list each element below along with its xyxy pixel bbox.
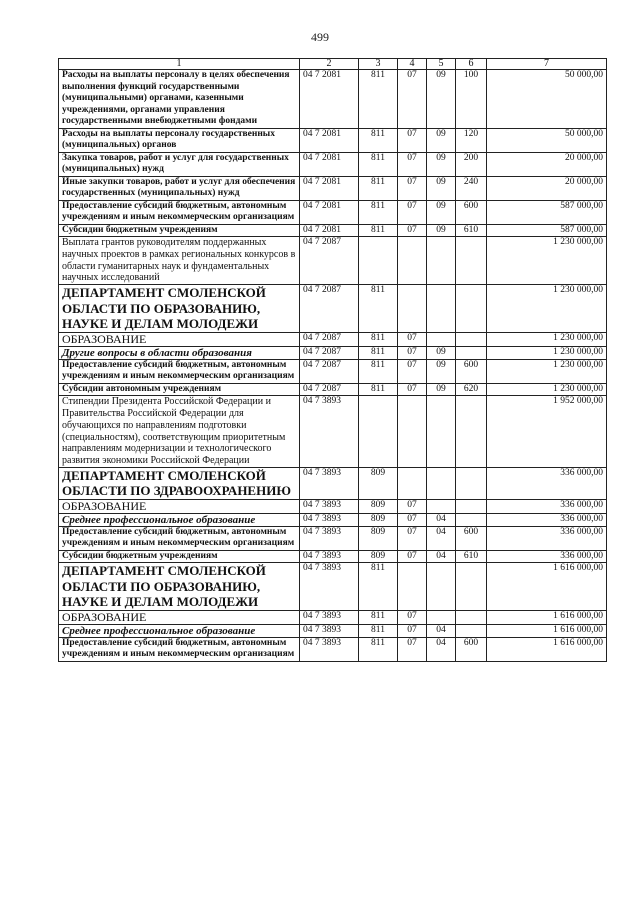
row-name: Среднее профессиональное образование xyxy=(59,624,300,637)
table-row xyxy=(59,396,607,468)
section-code xyxy=(398,563,427,611)
row-amount: 20 000,00 xyxy=(487,152,607,176)
expense-type-code xyxy=(456,285,487,333)
table-row xyxy=(59,359,607,383)
target-code: 04 7 3893 xyxy=(300,513,359,526)
ministry-code: 809 xyxy=(359,513,398,526)
row-name: Расходы на выплаты персоналу государственных (муниципальных) органов xyxy=(59,128,300,152)
table-row xyxy=(59,513,607,526)
expense-type-code xyxy=(456,396,487,468)
subsection-code: 04 xyxy=(427,550,456,563)
subsection-code: 09 xyxy=(427,383,456,396)
table-row xyxy=(59,152,607,176)
row-name: Предоставление субсидий бюджетным, автономным учреждениям и иным некоммерческим организациям xyxy=(59,526,300,550)
row-name: Предоставление субсидий бюджетным, автономным учреждениям и иным некоммерческим организациям xyxy=(59,637,300,661)
target-code: 04 7 3893 xyxy=(300,467,359,499)
ministry-code xyxy=(359,396,398,468)
target-code: 04 7 3893 xyxy=(300,624,359,637)
target-code: 04 7 3893 xyxy=(300,610,359,624)
ministry-code: 811 xyxy=(359,285,398,333)
section-code: 07 xyxy=(398,200,427,224)
table-row xyxy=(59,467,607,499)
row-name: Другие вопросы в области образования xyxy=(59,346,300,359)
expense-type-code: 620 xyxy=(456,383,487,396)
target-code: 04 7 2087 xyxy=(300,359,359,383)
subsection-code xyxy=(427,237,456,285)
ministry-code: 811 xyxy=(359,610,398,624)
ministry-code: 811 xyxy=(359,200,398,224)
row-amount: 1 616 000,00 xyxy=(487,563,607,611)
row-name: Субсидии бюджетным учреждениям xyxy=(59,224,300,237)
target-code: 04 7 2087 xyxy=(300,237,359,285)
section-code xyxy=(398,467,427,499)
subsection-code xyxy=(427,499,456,513)
row-amount: 1 230 000,00 xyxy=(487,383,607,396)
ministry-code: 811 xyxy=(359,70,398,129)
subsection-code xyxy=(427,332,456,346)
target-code: 04 7 3893 xyxy=(300,550,359,563)
section-code: 07 xyxy=(398,224,427,237)
row-name: ОБРАЗОВАНИЕ xyxy=(59,332,300,346)
row-name: Расходы на выплаты персоналу в целях обеспечения выполнения функций государственными (муниципальными) органами, казенными учреждениями, органами управления государственными внебюджетными фондами xyxy=(59,70,300,129)
header-cell: 6 xyxy=(456,59,487,70)
budget-table xyxy=(58,58,607,662)
section-code xyxy=(398,237,427,285)
table-row xyxy=(59,176,607,200)
ministry-code: 811 xyxy=(359,624,398,637)
subsection-code: 09 xyxy=(427,200,456,224)
header-cell: 2 xyxy=(300,59,359,70)
target-code: 04 7 3893 xyxy=(300,396,359,468)
subsection-code: 09 xyxy=(427,152,456,176)
row-name: Стипендии Президента Российской Федерации и Правительства Российской Федерации для обучающихся по направлениям подготовки (специальностям), соответствующим приоритетным направлениям модернизации и технологического развития экономики Российской Федерации xyxy=(59,396,300,468)
section-code: 07 xyxy=(398,70,427,129)
table-header-row xyxy=(59,59,607,70)
row-amount: 336 000,00 xyxy=(487,550,607,563)
expense-type-code xyxy=(456,332,487,346)
ministry-code: 811 xyxy=(359,637,398,661)
table-row xyxy=(59,128,607,152)
expense-type-code xyxy=(456,513,487,526)
table-row xyxy=(59,237,607,285)
ministry-code: 809 xyxy=(359,499,398,513)
row-amount: 336 000,00 xyxy=(487,513,607,526)
table-row xyxy=(59,624,607,637)
subsection-code: 09 xyxy=(427,70,456,129)
row-amount: 1 230 000,00 xyxy=(487,346,607,359)
table-row xyxy=(59,224,607,237)
target-code: 04 7 3893 xyxy=(300,637,359,661)
row-name: Субсидии бюджетным учреждениям xyxy=(59,550,300,563)
expense-type-code: 600 xyxy=(456,637,487,661)
ministry-code: 811 xyxy=(359,176,398,200)
section-code: 07 xyxy=(398,128,427,152)
target-code: 04 7 3893 xyxy=(300,499,359,513)
row-name: Субсидии автономным учреждениям xyxy=(59,383,300,396)
expense-type-code: 600 xyxy=(456,200,487,224)
ministry-code: 811 xyxy=(359,563,398,611)
table-row xyxy=(59,332,607,346)
subsection-code xyxy=(427,396,456,468)
row-amount: 1 616 000,00 xyxy=(487,610,607,624)
target-code: 04 7 3893 xyxy=(300,563,359,611)
expense-type-code xyxy=(456,237,487,285)
section-code: 07 xyxy=(398,383,427,396)
header-cell: 5 xyxy=(427,59,456,70)
expense-type-code: 200 xyxy=(456,152,487,176)
subsection-code: 04 xyxy=(427,624,456,637)
row-amount: 1 230 000,00 xyxy=(487,332,607,346)
target-code: 04 7 2087 xyxy=(300,383,359,396)
expense-type-code: 120 xyxy=(456,128,487,152)
row-name: Предоставление субсидий бюджетным, автономным учреждениям и иным некоммерческим организациям xyxy=(59,200,300,224)
row-name: Предоставление субсидий бюджетным, автономным учреждениям и иным некоммерческим организациям xyxy=(59,359,300,383)
subsection-code xyxy=(427,467,456,499)
expense-type-code xyxy=(456,346,487,359)
target-code: 04 7 2081 xyxy=(300,70,359,129)
ministry-code: 811 xyxy=(359,346,398,359)
section-code: 07 xyxy=(398,499,427,513)
expense-type-code xyxy=(456,563,487,611)
section-code: 07 xyxy=(398,526,427,550)
ministry-code: 809 xyxy=(359,467,398,499)
row-name: ДЕПАРТАМЕНТ СМОЛЕНСКОЙ ОБЛАСТИ ПО ОБРАЗОВАНИЮ, НАУКЕ И ДЕЛАМ МОЛОДЕЖИ xyxy=(59,285,300,333)
expense-type-code: 610 xyxy=(456,224,487,237)
subsection-code: 04 xyxy=(427,637,456,661)
subsection-code: 09 xyxy=(427,128,456,152)
expense-type-code xyxy=(456,624,487,637)
row-amount: 1 616 000,00 xyxy=(487,624,607,637)
section-code: 07 xyxy=(398,346,427,359)
table-row xyxy=(59,637,607,661)
table-row xyxy=(59,285,607,333)
target-code: 04 7 2081 xyxy=(300,152,359,176)
row-name: ОБРАЗОВАНИЕ xyxy=(59,499,300,513)
expense-type-code: 240 xyxy=(456,176,487,200)
section-code: 07 xyxy=(398,637,427,661)
table-row xyxy=(59,499,607,513)
target-code: 04 7 2087 xyxy=(300,332,359,346)
row-name: ДЕПАРТАМЕНТ СМОЛЕНСКОЙ ОБЛАСТИ ПО ЗДРАВООХРАНЕНИЮ xyxy=(59,467,300,499)
row-amount: 336 000,00 xyxy=(487,499,607,513)
section-code: 07 xyxy=(398,610,427,624)
section-code: 07 xyxy=(398,624,427,637)
table-row xyxy=(59,346,607,359)
subsection-code xyxy=(427,563,456,611)
ministry-code: 809 xyxy=(359,526,398,550)
section-code xyxy=(398,285,427,333)
expense-type-code: 600 xyxy=(456,359,487,383)
row-amount: 587 000,00 xyxy=(487,224,607,237)
table-row xyxy=(59,200,607,224)
section-code: 07 xyxy=(398,332,427,346)
section-code xyxy=(398,396,427,468)
row-amount: 336 000,00 xyxy=(487,467,607,499)
ministry-code: 811 xyxy=(359,224,398,237)
ministry-code: 811 xyxy=(359,332,398,346)
table-row xyxy=(59,383,607,396)
expense-type-code xyxy=(456,467,487,499)
subsection-code: 04 xyxy=(427,513,456,526)
subsection-code: 09 xyxy=(427,176,456,200)
row-name: ОБРАЗОВАНИЕ xyxy=(59,610,300,624)
subsection-code xyxy=(427,285,456,333)
section-code: 07 xyxy=(398,359,427,383)
expense-type-code: 600 xyxy=(456,526,487,550)
table-row xyxy=(59,550,607,563)
section-code: 07 xyxy=(398,152,427,176)
page-number: 499 xyxy=(311,30,329,44)
table-row xyxy=(59,526,607,550)
row-name: Среднее профессиональное образование xyxy=(59,513,300,526)
table-row xyxy=(59,70,607,129)
row-amount: 587 000,00 xyxy=(487,200,607,224)
section-code: 07 xyxy=(398,550,427,563)
subsection-code: 09 xyxy=(427,224,456,237)
row-name: Выплата грантов руководителям поддержанных научных проектов в рамках региональных конкурсов в области гуманитарных наук и фундаментальных научных исследований xyxy=(59,237,300,285)
ministry-code: 811 xyxy=(359,128,398,152)
row-amount: 1 952 000,00 xyxy=(487,396,607,468)
header-cell: 4 xyxy=(398,59,427,70)
ministry-code: 811 xyxy=(359,383,398,396)
expense-type-code xyxy=(456,499,487,513)
header-cell: 1 xyxy=(59,59,300,70)
row-name: Закупка товаров, работ и услуг для государственных (муниципальных) нужд xyxy=(59,152,300,176)
subsection-code: 04 xyxy=(427,526,456,550)
target-code: 04 7 2087 xyxy=(300,285,359,333)
row-amount: 50 000,00 xyxy=(487,70,607,129)
target-code: 04 7 2081 xyxy=(300,176,359,200)
target-code: 04 7 2081 xyxy=(300,200,359,224)
ministry-code xyxy=(359,237,398,285)
expense-type-code xyxy=(456,610,487,624)
header-cell: 3 xyxy=(359,59,398,70)
header-cell: 7 xyxy=(487,59,607,70)
section-code: 07 xyxy=(398,176,427,200)
subsection-code: 09 xyxy=(427,346,456,359)
target-code: 04 7 3893 xyxy=(300,526,359,550)
target-code: 04 7 2081 xyxy=(300,224,359,237)
table-row xyxy=(59,610,607,624)
row-name: Иные закупки товаров, работ и услуг для обеспечения государственных (муниципальных) нужд xyxy=(59,176,300,200)
table-row xyxy=(59,563,607,611)
row-amount: 1 230 000,00 xyxy=(487,285,607,333)
section-code: 07 xyxy=(398,513,427,526)
subsection-code xyxy=(427,610,456,624)
row-amount: 1 230 000,00 xyxy=(487,359,607,383)
row-amount: 20 000,00 xyxy=(487,176,607,200)
expense-type-code: 610 xyxy=(456,550,487,563)
target-code: 04 7 2087 xyxy=(300,346,359,359)
row-name: ДЕПАРТАМЕНТ СМОЛЕНСКОЙ ОБЛАСТИ ПО ОБРАЗОВАНИЮ, НАУКЕ И ДЕЛАМ МОЛОДЕЖИ xyxy=(59,563,300,611)
target-code: 04 7 2081 xyxy=(300,128,359,152)
row-amount: 1 230 000,00 xyxy=(487,237,607,285)
ministry-code: 811 xyxy=(359,359,398,383)
ministry-code: 811 xyxy=(359,152,398,176)
row-amount: 1 616 000,00 xyxy=(487,637,607,661)
row-amount: 336 000,00 xyxy=(487,526,607,550)
expense-type-code: 100 xyxy=(456,70,487,129)
row-amount: 50 000,00 xyxy=(487,128,607,152)
subsection-code: 09 xyxy=(427,359,456,383)
ministry-code: 809 xyxy=(359,550,398,563)
